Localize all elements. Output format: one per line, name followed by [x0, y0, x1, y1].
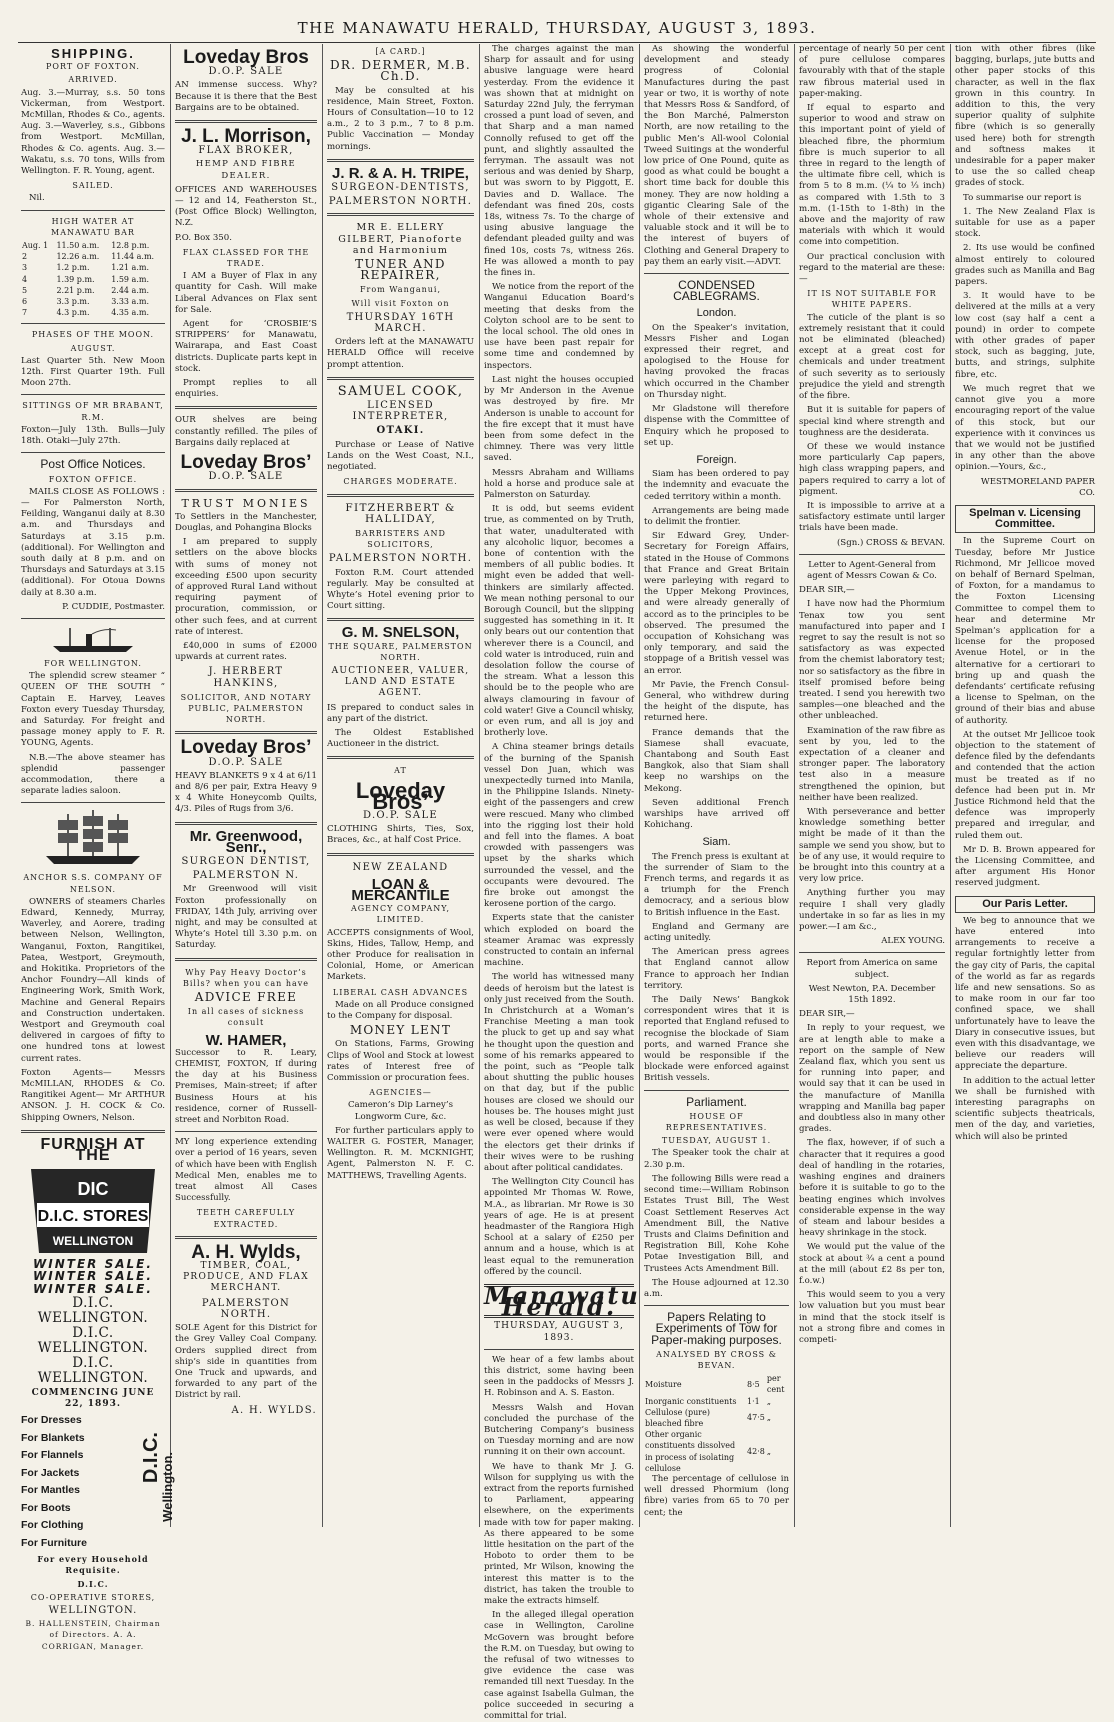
list-item: For Clothing: [21, 1519, 84, 1532]
article-paragraph: 3. It would have to be delivered at the mills at a very low cost (say half a cent a pound) in order to compete with other grades of paper stock, such as bagging, jute, butts, and strings, sulphite fibre, etc.: [955, 291, 1095, 380]
table-row: 7 4.3 p.m. 4.35 a.m.: [22, 308, 149, 318]
gilbert-heading: MR E. ELLERY GILBERT, Pianoforte and Harmonium: [338, 222, 463, 256]
article-paragraph: 1. The New Zealand Flax is suitable for use as a paper stock.: [955, 206, 1095, 240]
hankins-sub: SOLICITOR, AND NOTARY PUBLIC, PALMERSTON NORTH.: [180, 692, 312, 725]
article-paragraph: The Wellington City Council has appointed Mr Thomas W. Rowe, M.A., as librarian. Mr Rowe is 30 years of age. He is at present headmaster of the Rangiora High School at a salary of £250 per annum and a house, which is at least equal to the remuneration offered by the council.: [484, 1177, 634, 1277]
article-paragraph: Experts state that the canister which exploded on board the steamer Aramac was expressly constructed to contain an infernal machine.: [484, 913, 634, 969]
herald-date: THURSDAY, AUGUST 3, 1893.: [494, 1321, 624, 1343]
article-paragraph: The cuticle of the plant is so extremely resistant that it could not be eliminated (bleached) except at a great cost for chemicals and under treatment of such severity as to seriously prejudice the yield and strength of the fibre.: [799, 312, 945, 402]
winter-sale-line: WINTER SALE.: [33, 1269, 153, 1284]
logo-city-text: WELLINGTON: [52, 1234, 134, 1249]
salutation: DEAR SIR,—: [799, 585, 855, 596]
morrison-text: I AM a Buyer of Flax in any quantity for Cash. Will make Liberal Advances on Flax sent for Sale.: [175, 271, 317, 315]
hamer-text: Successor to R. Leary, CHEMIST, FOXTON, If during the day at his Business Premises, Main-street; if after Business Hours at his residence, corner of Russell-street and Norbiton Road.: [175, 1047, 317, 1126]
interpreter: LICENSED INTERPRETER,: [352, 400, 449, 423]
fitz-heading: FITZHERBERT & HALLIDAY,: [345, 501, 456, 525]
article-paragraph: We have to thank Mr J. G. Wilson for supplying us with the extract from the reports furnished to Parliament, appearing elsewhere, on the experiments made with tow for paper making. As there appeared to be some little hesitation on the part of the Hoboto to order them to be printed, Mr Wilson, knowing the interest this matter is to the district, has taken the trouble to make the extracts himself.: [484, 1461, 634, 1607]
article-paragraph: France demands that the Siamese shall evacuate, Chantabong and South East Bangkok, also that Siam shall keep no warships on the Mekong.: [644, 727, 789, 794]
column-3: [324, 44, 477, 1527]
list-item: For Dresses: [21, 1414, 82, 1427]
divider: [21, 1130, 165, 1133]
article-paragraph: The world has witnessed many deeds of heroism but the latest is only just received from the South. In Christchurch at a Woman’s Franchise Meeting a man took the pluck to get up and say what he thought upon the question and some of his remarks appeared to the point, such as “People talk about shutting the public houses on that day, but if the public houses are closed we should our houses be. The houses might just as well be closed, because if they were ever opened where would the electors get their drinks if their wives were to be rushing about after political candidates.: [484, 972, 634, 1173]
loveday-text: AN immense success. Why? Because it is there that the Best Bargains are to be obtained.: [175, 80, 317, 113]
divider: [21, 323, 165, 324]
article-paragraph: percentage of nearly 50 per cent of pure cellulose compares favourably with that of the staple raw fibrous material used in paper-making.: [799, 44, 945, 99]
article-paragraph: Messrs Walsh and Hovan concluded the purchase of the Butchering Company’s business on Tuesday morning and are now running it on their own account.: [484, 1402, 634, 1458]
dic-wellington-line: D.I.C. WELLINGTON.: [37, 1354, 149, 1386]
divider: [644, 273, 789, 274]
divider: [327, 756, 474, 759]
article-paragraph: It is impossible to arrive at a satisfactory estimate until larger trials have been made.: [799, 500, 945, 534]
cook-text: Purchase or Lease of Native Lands on the West Coast, N.I., negotiated.: [327, 439, 474, 473]
table-row: Cellulose (pure) bleached fibre 47·5 „: [645, 1407, 772, 1428]
article-paragraph: The Daily News’ Bangkok correspondent wires that it is reported that England refused to recognise the blockade of Siam ports, and warned France she would be responsible if the blockade were enforced against British vessels.: [644, 995, 789, 1084]
why-pay: Why Pay Heavy Doctor’s Bills? when you can have: [182, 967, 310, 988]
report-heading: Report from America on same subject.: [806, 958, 938, 980]
nz-label: NEW ZEALAND: [352, 861, 449, 873]
article-paragraph: England and Germany are acting unitedly.: [644, 921, 789, 944]
article-paragraph: We notice from the report of the Wanganui Education Board’s meeting that desks from the Colyton school are to be sent to the local school. The old ones in use have been past repair for some time and condemned by inspectors.: [484, 282, 634, 371]
agencies-label: AGENCIES—: [369, 1088, 432, 1098]
anchor-company-agents: Foxton Agents— Messrs McMILLAN, RHODES & Co. Rangitikei Agent— Mr ARTHUR ANSON. J. H. COCK & Co. Shipping Owners, Nelson.: [21, 1067, 165, 1123]
article-paragraph: As showing the wonderful development and steady progress of Colonial Manufactures during the past year or two, it is worthy of note that Messrs Ross & Sandford, of the Bon Marché, Palmerston North, are now retailing to the public Men’s All-wool Colonial Tweed Suitings at the wonderful low price of One Pound, quite as good as what could be bought a short time back for double this money. They are now holding a gigantic Clearing Sale of the whole of their extensive and valuable stock and it will be to the interest of buyers of Clothing and General Drapery to pay them an early visit.—ADVT.: [644, 44, 789, 267]
article-paragraph: Siam has been ordered to pay the indemnity and evacuate the ceded territory within a month.: [644, 469, 789, 502]
article-paragraph: We beg to announce that we have entered into arrangements to receive a regular fortnightly letter from the gay city of Paris, the capital of the world as far as regards life and new sensations. So as to make room in our far too confined space, we shall unfortunately have to leave the Diary in consecutive issues, but even with this disadvantage, we believe our readers will appreciate the departure.: [955, 915, 1095, 1072]
for-wellington-text: The splendid screw steamer “ QUEEN OF THE SOUTH ” Captain E. Harvey, Leaves Foxton every Tuesday Thursday, and Saturday. For freight and passage money apply to F. R. YOUNG, Agents.: [21, 671, 165, 749]
cablegrams-heading: CONDENSED CABLEGRAMS.: [673, 278, 760, 304]
wellington-city: WELLINGTON.: [48, 1605, 138, 1617]
wylds-text: SOLE Agent for this District for the Grey Valley Coal Company. Orders supplied direct from ship’s side in quantities from One Truck and upwards, and forwarded to any part of the District by rail.: [175, 1323, 317, 1401]
hankins-name: J. HERBERT HANKINS,: [208, 666, 284, 689]
wylds-town: PALMERSTON NORTH.: [201, 1297, 291, 1320]
article-paragraph: Examination of the raw fibre as sent by you, led to the expectation of a cleaner and stronger paper. The laboratory test also in a measure strengthened the opinion, but neither have been realized.: [799, 725, 945, 803]
tripe-heading: J. R. & A. H. TRIPE,: [332, 164, 469, 182]
herald-nameplate: Manawatu Herald.: [484, 1280, 640, 1322]
post-office-heading: Post Office Notices.: [40, 457, 146, 472]
visit-date: THURSDAY 16TH MARCH.: [346, 311, 455, 335]
papers-heading: Papers Relating to Experiments of Tow for Paper-making purposes.: [651, 1310, 782, 1347]
dop-sale: D.O.P. SALE: [362, 809, 438, 821]
furnish-heading: FURNISH AT THE: [40, 1135, 146, 1165]
snelson-text: IS prepared to conduct sales in any part of the district.: [327, 702, 474, 724]
divider: [327, 213, 474, 216]
divider: [175, 489, 317, 492]
column-rule: [950, 44, 951, 1527]
divider: [327, 853, 474, 856]
article-paragraph: Last night the houses occupied by Mr Anderson in the Avenue was destroyed by fire. Mr Anderson is unable to account for the fire except that it must have been from some defect in the chimney. There was very little saved.: [484, 374, 634, 464]
divider: [327, 494, 474, 497]
divider: [327, 159, 474, 162]
article-paragraph: Mr Pavie, the French Consul-General, who withdrew during the height of the dispute, has returned here.: [644, 679, 789, 724]
anchor-company-heading: ANCHOR S.S. COMPANY OF NELSON.: [23, 873, 163, 894]
not-suitable-heading: IT IS NOT SUITABLE FOR WHITE PAPERS.: [807, 289, 937, 310]
wylds-sign: A. H. WYLDS.: [231, 1404, 317, 1416]
article-paragraph: 2. Its use would be confined almost entirely to coloured grades such as Manilla and Bag papers.: [955, 243, 1095, 288]
tripe-town: PALMERSTON NORTH.: [328, 196, 473, 208]
dental-text: MY long experience extending over a period of 16 years, seven of which have been with English Medical Men, enables me to treat almost All Cases Successfully.: [175, 1137, 317, 1204]
paris-letter-heading: Our Paris Letter.: [955, 896, 1095, 913]
loan-text: ACCEPTS consignments of Wool, Skins, Hides, Tallow, Hemp, and other Produce for realisation in Colonial, Home, or American Markets.: [327, 927, 474, 983]
charges-moderate: CHARGES MODERATE.: [343, 477, 458, 487]
cook-heading: SAMUEL COOK,: [337, 383, 464, 399]
article-paragraph: If equal to esparto and superior to wood and straw on this important point of yield of bleached fibre, the phormium fibre is much superior to all three in regard to the length of the ultimate fibre cell, which is from 5 to 8 m.m. (¼ to ⅓ inch) as compared with 1.5th to 3 m.m. (1-15th to 1-8th) in the above and the majority of raw materials with which it would come into competition.: [799, 103, 945, 248]
article-paragraph: The charges against the man Sharp for assault and for using abusive language were heard yesterday. From the evidence it was shown that at midnight on Saturday 22nd July, the ferryman crossed a punt load of seven, and that Sharp and a man named Connolly refused to get off the punt, and slightly assaulted the ferryman. The assault was not serious and was denied by Sharp, but was sworn to by Piggott, E. Davies and D. Wallace. The defendant was fined 20s, costs 18s, witness 7s. To the charge of using abusive language the defendant pleaded guilty and was fined 10s, costs 7s, witness 26s. He was allowed a month to pay the fines in.: [484, 44, 634, 279]
money-lent: MONEY LENT: [349, 1023, 452, 1038]
sittings-text: Foxton—July 13th. Bulls—July 18th. Otaki—July 27th.: [21, 424, 165, 447]
card-label: [A CARD.]: [375, 47, 426, 56]
article-paragraph: We hear of a few lambs about this district, some having been seen in the paddocks of Messrs J. H. Robinson and A. S. Easton.: [484, 1354, 634, 1399]
divider: [175, 120, 317, 123]
dop-sale: D.O.P. SALE: [208, 471, 284, 483]
moon-text: Last Quarter 5th. New Moon 12th. First Quarter 19th. Full Moon 27th.: [21, 355, 165, 389]
trust-amount: £40,000 in sums of £2000 upwards at current rates.: [175, 640, 317, 663]
list-item: For Blankets: [21, 1431, 85, 1444]
report-place-date: West Newton, P.A. December 15th 1892.: [808, 983, 936, 1006]
dic-stores-logo: [23, 1165, 163, 1257]
article-paragraph: tion with other fibres (like bagging, burlaps, jute butts and other paper stocks of this character, as well in the flax grown in this country. In addition to this, the very superior quality of sulphite fibre (which is so generally used here) both for strength and softness makes it undesirable for a paper maker to use the so called cheap grades of stock.: [955, 44, 1095, 189]
advice-free: ADVICE FREE: [194, 990, 298, 1005]
every-household: For every Household Requisite.: [37, 1554, 149, 1576]
divider: [21, 210, 165, 211]
logo-stores-text: D.I.C. STORES: [37, 1208, 149, 1226]
article-paragraph: With perseverance and better knowledge something better might be made of it than the sample we send you show, but to be of any use, it would require to be brought into this country at a very low price.: [799, 807, 945, 885]
sittings-heading: SITTINGS OF MR BRABANT, R.M.: [22, 401, 164, 422]
list-item: For Furniture: [21, 1536, 87, 1549]
post-office-sub: FOXTON OFFICE.: [48, 474, 138, 484]
otaki: OTAKI.: [376, 425, 425, 437]
commencing-date: COMMENCING JUNE 22, 1893.: [31, 1387, 155, 1410]
list-item: For Flannels: [21, 1449, 84, 1462]
divider: [21, 394, 165, 395]
logo-top-text: DIC: [77, 1179, 109, 1200]
snelson-oldest: The Oldest Established Auctioneer in the district.: [327, 727, 474, 750]
article-paragraph: Arrangements are being made to delimit the frontier.: [644, 505, 789, 527]
siam-heading: Siam.: [702, 836, 731, 849]
article-paragraph: We would put the value of the stock at about ¾ a cent a pound at the mill (about £2 8s per ton, f.o.w.): [799, 1242, 945, 1286]
tuner-heading: TUNER AND REPAIRER,: [355, 257, 446, 283]
parliament-heading: Parliament.: [686, 1094, 747, 1109]
fitz-town: PALMERSTON NORTH.: [328, 553, 473, 565]
vertical-wellington: Wellington.: [159, 1452, 175, 1523]
article-paragraph: I have now had the Phormium Tenax tow you sent manufactured into paper and I regret to say the result is not so satisfactory as was expected from the chemist laboratory test; nor so satisfactory as the fibre in itself promised before being treated. I send you herewith two samples—one bleached and the other unbleached.: [799, 599, 945, 722]
dic-small: D.I.C.: [77, 1578, 109, 1589]
letter-heading: Letter to Agent-General from agent of Messrs Cowan & Co.: [807, 559, 937, 581]
article-paragraph: Of these we would instance more particularly Cap papers, high class wrapping papers, and papers required to carry a lot of pigment.: [799, 441, 945, 497]
agencies-text: Cameron’s Dip Larney’s Longworm Cure, &c.: [347, 1100, 454, 1122]
flax-classed: FLAX CLASSED FOR THE TRADE.: [182, 247, 310, 269]
article-paragraph: The American press agrees that England cannot allow France to approach her Indian territory.: [644, 947, 789, 991]
column-7: [952, 44, 1098, 1527]
dic-footer: B. HALLENSTEIN, Chairman of Directors. A. A. CORRIGAN, Manager.: [25, 1619, 161, 1651]
dic-items-list: [21, 1412, 175, 1552]
column-rule: [479, 44, 480, 1527]
table-row: Aug. 1 11.50 a.m. 12.8 p.m.: [22, 241, 150, 251]
table-row: 4 1.39 p.m. 1.59 a.m.: [22, 274, 149, 284]
article-paragraph: In addition to the actual letter we shall be furnished with interesting paragraphs on scientific subjects theatricals, men of the day, and varieties, which will also be printed: [955, 1075, 1095, 1142]
divider: [175, 1236, 317, 1239]
article-paragraph: At the outset Mr Jellicoe took objection to the statement of defence filed by the defendants and contended that the action must be treated as if no defence had been put in. Mr Justice Richmond held that the defence was improperly prepared and irregular, and ruled them out.: [955, 729, 1095, 841]
divider: [799, 554, 945, 555]
article-paragraph: It is odd, but seems evident true, as commented on by Truth, that water, unadulterated with any alcoholic liquor, becomes a bone of contention with the members of all public bodies. It might even be added that well-thinkers are similarly affected. We mean nothing personal to our Borough Council, but the slipping suggested has something in it. It only bears out our contention that wherever there is a Council, and cold water is introduced, ruin and desolation follow the course of the stream. What a lesson this should be to the people who are always clamouring in favour of cold water! Give a Council whisky, or even rum, and all is joy and brotherly love.: [484, 504, 634, 739]
wylds-trade: TIMBER, COAL, PRODUCE, AND FLAX MERCHANT.: [183, 1261, 309, 1294]
article-paragraph: Our practical conclusion with regard to the material are these:—: [799, 251, 945, 285]
column-4: [481, 44, 640, 1722]
divider: [175, 958, 317, 961]
article-paragraph: In the Supreme Court on Tuesday, before Mr Justice Richmond, Mr Jellicoe moved on behalf of Bernard Spelman, of Foxton, for a mandamus to the Foxton Licensing Committee to compel them to hear and determine Mr Spelman’s application for a license for the proposed Avenue Hotel, or in the alternative for a certiorari to bring up and quash the defendants’ certificate refusing a license to Spelman, on the ground of their bias and abuse of authority.: [955, 536, 1095, 726]
morrison-prompt: Prompt replies to all enquiries.: [175, 378, 317, 400]
further-text: For further particulars apply to WALTER G. FOSTER, Manager, Wellington. R. M. MCKNIGHT, Agent, Palmerston N. F. C. MATTHEWS, Travelling Agents.: [327, 1125, 474, 1181]
article-paragraph: The percentage of cellulose in well dressed Phormium (long fibre) varies from 65 to 70 per cent; the: [644, 1473, 789, 1518]
moon-heading: PHASES OF THE MOON.: [31, 330, 155, 340]
teeth-extracted: TEETH CAREFULLY EXTRACTED.: [196, 1208, 296, 1229]
article-paragraph: But it is suitable for papers of special kind where strength and toughness are the desiderata.: [799, 405, 945, 438]
clothing-text: CLOTHING Shirts, Ties, Sox, Braces, &c., at half Cost Price.: [327, 824, 474, 846]
divider: [644, 1090, 789, 1091]
morrison-agent: Agent for ‘CROSBIE’S STRIPPERS’ for Manawatu, Wairarapa, and East Coast districts. Duplicate parts kept in stock.: [175, 319, 317, 374]
article-paragraph: To summarise our report is: [963, 192, 1082, 203]
divider: [327, 377, 474, 380]
for-wellington-heading: FOR WELLINGTON.: [44, 658, 142, 668]
table-row: Moisture 8·5 per cent: [645, 1374, 785, 1395]
hemp-dealer: HEMP AND FIBRE DEALER.: [195, 159, 297, 181]
loveday-heading: Loveday Bros’: [355, 777, 446, 814]
masthead: [18, 16, 1096, 43]
sailed-text: Nil.: [29, 193, 45, 204]
divider: [175, 822, 317, 825]
shelves-text: OUR shelves are being constantly refilled. The piles of Bargains daily replaced at: [175, 415, 317, 448]
column-6: [796, 44, 948, 1527]
divider: [175, 406, 317, 409]
greenwood-text: Mr Greenwood will visit Foxton professionally on FRIDAY, 14th July, arriving over night, and may be consulted at Whyte’s Hotel till 3.30 p.m. on Saturday.: [175, 884, 317, 951]
article-paragraph: Messrs Abraham and Williams hold a horse and produce sale at Palmerston on Saturday.: [484, 467, 634, 500]
fitz-text: Foxton R.M. Court attended regularly. May be consulted at Whyte’s Hotel evening prior to Court sitting.: [327, 567, 474, 612]
advice-sub: In all cases of sickness consult: [187, 1007, 305, 1028]
dop-sale: D.O.P. SALE: [208, 66, 284, 78]
blankets-text: HEAVY BLANKETS 9 x 4 at 6/11 and 8/6 per pair, Extra Heavy 9 x 4 White Honeycomb Quilts, 4/3. Piles of Rugs from 3/6.: [175, 770, 317, 815]
list-item: For Mantles: [21, 1484, 80, 1497]
palmerston-n: PALMERSTON N.: [192, 870, 300, 882]
column-rule: [322, 44, 323, 1527]
article-paragraph: In the alleged illegal operation case in Wellington, Caroline McGovern was brought before the R.M. on Tuesday, but owing to the refusal of two witnesses to give evidence the case was remanded till next Tuesday. In the case against Isabella Gulman, the police succeeded in securing a committal for trial.: [484, 1610, 634, 1722]
morrison-po-box: P.O. Box 350.: [175, 232, 232, 243]
divider: [327, 618, 474, 621]
table-row: 2 12.26 a.m. 11.44 a.m.: [22, 252, 155, 262]
column-rule: [794, 44, 795, 1527]
article-paragraph: The French press is exultant at the surrender of Siam to the French terms, and regards it as a triumph for the French democracy, and a serious blow to British influence in the East.: [644, 851, 789, 918]
article-paragraph: A China steamer brings details of the burning of the Spanish vessel Don Juan, which was unexpectedly turned into Manila, in the Philippine Islands. Ninety-eight of the passengers and crew were rescued. Many who climbed into the rigging lost their hold and fell into the flames. A boat crowded with passengers was upset by the sharks which surrounded the vessel, and the occupants were devoured. The fire broke out amongst the kerosene portion of the cargo.: [484, 742, 634, 910]
moon-month: AUGUST.: [70, 343, 116, 353]
dic-wellington-line: D.I.C. WELLINGTON.: [37, 1324, 149, 1356]
article-paragraph: Anything further you may require I shall very gladly undertake in so far as lies in my power.—I am &c.,: [799, 888, 945, 933]
article-paragraph: The following Bills were read a second time:—William Robinson Estates Trust Bill, The West Coast Settlement Reserves Act Amendment Bill, the Native Trusts and Claims Definition and Registration Bill, Kohe Kohe Potae Investigation Bill, and Trustees Acts Amendment Bill.: [644, 1173, 789, 1274]
arrived-text: Aug. 3.—Murray, s.s. 50 tons Vickerman, from Westport. McMillan, Rhodes & Co., agents. Aug. 3.—Waverley, s.s., Gibbons from Westport. McMillan, Rhodes & Co. agents. Aug. 3.—Wakatu, s.s. 70 tons, Wills from Wellington. F. R. Young, agent.: [21, 87, 165, 177]
table-row: Other organic constituents dissolved in process of isolating cellulose 42·8 „: [645, 1430, 772, 1473]
column-2: [172, 44, 320, 1527]
spelman-heading: Spelman v. Licensing Committee.: [955, 505, 1095, 533]
sailed-label: SAILED.: [72, 181, 114, 191]
vertical-dic: D.I.C.: [139, 1432, 162, 1484]
loveday-heading: Loveday Bros’: [180, 737, 312, 759]
post-office-text: MAILS CLOSE AS FOLLOWS :— For Palmerston North, Feilding, Wanganui daily at 8.30 a.m. and Thursdays and Saturdays at 3.15 p.m. (additional). For Wellington and south daily at 8 p.m. and on Thursdays and Saturdays at 3.15 (additional). For Otoua Downs daily at 8.30 a.m.: [21, 486, 166, 598]
snelson-sub: AUCTIONEER, VALUER, LAND AND ESTATE AGENT.: [331, 665, 470, 699]
article-paragraph: Mr Gladstone will therefore dispense with the Committee of Enquiry which he proposed to set up.: [644, 404, 789, 448]
fitz-sub: BARRISTERS AND SOLICITORS,: [355, 528, 446, 550]
article-paragraph: In reply to your request, we are at length able to make a report on the sample of New Zealand flax, which you sent us for running into paper, and would say that it can be used in the manufacture of Manilla wrapping and Manilla bag paper and doubtless also in many other grades.: [799, 1023, 945, 1135]
coop-stores: CO-OPERATIVE STORES,: [30, 1592, 156, 1602]
article-paragraph: We much regret that we cannot give you a more encouraging report of the value of this stock, but our experience with it convinces us that we would not be justified in any other than the above opinion.—Yours, &c.,: [955, 383, 1095, 473]
article-paragraph: The Speaker took the chair at 2.30 p.m.: [644, 1148, 789, 1170]
article-paragraph: Mr D. B. Brown appeared for the Licensing Committee, and after argument His Honor reserved judgment.: [955, 844, 1095, 889]
dermer-text: May be consulted at his residence, Main Street, Foxton. Hours of Consultation—10 to 12 a.m., 2 to 3 p.m., 7 to 8 p.m. Public Vaccination — Monday mornings.: [327, 85, 474, 152]
signature: WESTMORELAND PAPER CO.: [980, 476, 1095, 498]
high-water-heading: HIGH WATER AT MANAWATU BAR: [51, 216, 135, 237]
london-heading: London.: [696, 307, 737, 320]
winter-sale-line: WINTER SALE.: [33, 1257, 153, 1272]
post-office-sign: P. CUDDIE, Postmaster.: [62, 601, 165, 612]
trust-monies-heading: TRUST MONIES: [181, 496, 311, 510]
divider: [175, 1131, 317, 1132]
article-paragraph: Sir Edward Grey, Under-Secretary for Foreign Affairs, stated in the House of Commons that France and Great Britain were parleying with regard to the Upper Mekong Provinces, and were already generally of accord as to the principles to be observed. The presumed the occupation of Kohsichang was only temporary, and said the stoppage of a British vessel was an error.: [644, 531, 789, 676]
steamer-icon: [48, 624, 138, 654]
column-rule: [170, 44, 171, 1527]
list-item: For Jackets: [21, 1466, 80, 1479]
analysis-table: [644, 1373, 789, 1474]
analysed-by: ANALYSED BY CROSS & BEVAN.: [656, 1349, 777, 1370]
trust-sub: To Settlers in the Manchester, Douglas, and Pohangina Blocks: [175, 511, 317, 533]
dermer-heading: DR. DERMER, M.B. Ch.D.: [330, 58, 471, 84]
dic-wellington-line: D.I.C. WELLINGTON.: [37, 1294, 149, 1326]
divider: [21, 802, 165, 803]
divider: [21, 452, 165, 453]
signature: ALEX YOUNG.: [881, 936, 945, 947]
high-water-table: [21, 240, 165, 318]
divider: [484, 1349, 634, 1350]
morrison-heading: J. L. Morrison,: [181, 126, 311, 148]
snelson-square: THE SQUARE, PALMERSTON NORTH.: [328, 641, 473, 662]
divider: [799, 952, 945, 953]
arrived-label: ARRIVED.: [68, 75, 118, 85]
article-paragraph: The flax, however, if of such a character that it requires a good deal of handling in the rotaries, washing engines and drainers before it is suitable to go to the beating engines which involves considerable expense in the way of steam and labour besides a heavy shrinkage in the stock.: [799, 1138, 945, 1239]
column-5: [641, 44, 792, 1527]
liberal-text: Made on all Produce consigned to the Company for disposal.: [327, 999, 474, 1022]
port-name: PORT OF FOXTON.: [46, 62, 140, 72]
morrison-office: OFFICES AND WAREHOUSES— 12 and 14, Featherston St., (Post Office Block) Wellington, N.Z.: [175, 184, 317, 229]
signature: (Sgn.) CROSS & BEVAN.: [836, 537, 945, 548]
loveday-heading: Loveday Bros’: [180, 452, 312, 474]
masthead-title: THE MANAWATU HERALD, THURSDAY, AUGUST 3, 1893.: [297, 19, 817, 37]
column-1: [18, 44, 175, 1651]
table-row: Inorganic constituents 1·1 „: [645, 1396, 772, 1406]
house-heading: HOUSE OF REPRESENTATIVES.: [665, 1111, 768, 1133]
agency-label: AGENCY COMPANY, LIMITED.: [350, 904, 451, 925]
snelson-heading: G. M. SNELSON,: [341, 624, 460, 642]
liberal-heading: LIBERAL CASH ADVANCES: [332, 987, 469, 997]
for-wellington-note: N.B.—The above steamer has splendid passenger accommodation, there a separate ladies saloon.: [21, 752, 165, 797]
table-row: 3 1.2 p.m. 1.21 a.m.: [22, 263, 149, 273]
winter-sale-line: WINTER SALE.: [33, 1281, 153, 1296]
loan-heading: LOAN & MERCANTILE: [351, 875, 450, 904]
dop-sale: D.O.P. SALE: [208, 756, 284, 768]
divider: [175, 731, 317, 734]
hamer-heading: W. HAMER,: [205, 1031, 287, 1049]
wylds-heading: A. H. Wylds,: [191, 1241, 301, 1263]
tripe-sub: SURGEON-DENTISTS,: [331, 182, 470, 194]
salutation: DEAR SIR,—: [799, 1009, 855, 1020]
sitting-date: TUESDAY, AUGUST 1.: [661, 1136, 772, 1146]
surgeon-dentist: SURGEON DENTIST,: [181, 855, 311, 867]
shipping-heading: SHIPPING.: [51, 46, 135, 61]
greenwood-heading: Mr. Greenwood, Senr.,: [189, 827, 303, 856]
divider: [644, 1305, 789, 1306]
trust-text: I am prepared to supply settlers on the above blocks with sums of money not exceeding £500 upon security of approved Rural Land without requiring payment of procuration, commission, or other such fees, and at current rate of interest.: [175, 537, 317, 637]
table-row: 5 2.21 p.m. 2.44 a.m.: [22, 285, 149, 295]
flax-broker: FLAX BROKER,: [198, 145, 294, 157]
table-row: 6 3.3 p.m. 3.33 a.m.: [22, 297, 149, 307]
at-label: AT: [394, 766, 407, 776]
foreign-heading: Foreign.: [696, 453, 737, 466]
orders-text: Orders left at the MANAWATU HERALD Office will receive prompt attention.: [327, 337, 474, 370]
divider: [21, 618, 165, 619]
from-wanganui: From Wanganui,: [359, 285, 442, 295]
article-paragraph: On the Speaker’s invitation, Messrs Fisher and Logan expressed their regret, and apologised to the House for having provoked the fracas which occurred in the Chamber on Thursday night.: [644, 322, 789, 400]
article-paragraph: Seven additional French warships have arrived off Kohichang.: [644, 797, 789, 831]
article-paragraph: The House adjourned at 12.30 a.m.: [644, 1277, 789, 1299]
money-text: On Stations, Farms, Growing Clips of Wool and Stock at lowest rates of Interest free of Commission or procuration fees.: [327, 1039, 474, 1084]
anchor-company-text: OWNERS of steamers Charles Edward, Kennedy, Murray, Waverley, and Aorere, trading between Nelson, Wellington, Wanganui, Foxton, Rangitikei, Patea, Westport, Greymouth, and Hokitika. Proprietors of the Anchor Foundry—All kinds of Engineering Work, Smith Work, Machine and General Repairs and Construction undertaken. Westport and Greymouth coal delivered in cargoes of fifty to one hundred tons at lowest current rates.: [21, 896, 165, 1064]
will-visit: Will visit Foxton on: [351, 298, 450, 308]
list-item: For Boots: [21, 1501, 71, 1514]
article-paragraph: This would seem to you a very low valuation but you must bear in mind that the stock itself is not a strong fibre and comes in competi-: [799, 1290, 945, 1345]
sailing-ship-icon: [38, 808, 148, 868]
loveday-heading: Loveday Bros: [183, 47, 309, 68]
